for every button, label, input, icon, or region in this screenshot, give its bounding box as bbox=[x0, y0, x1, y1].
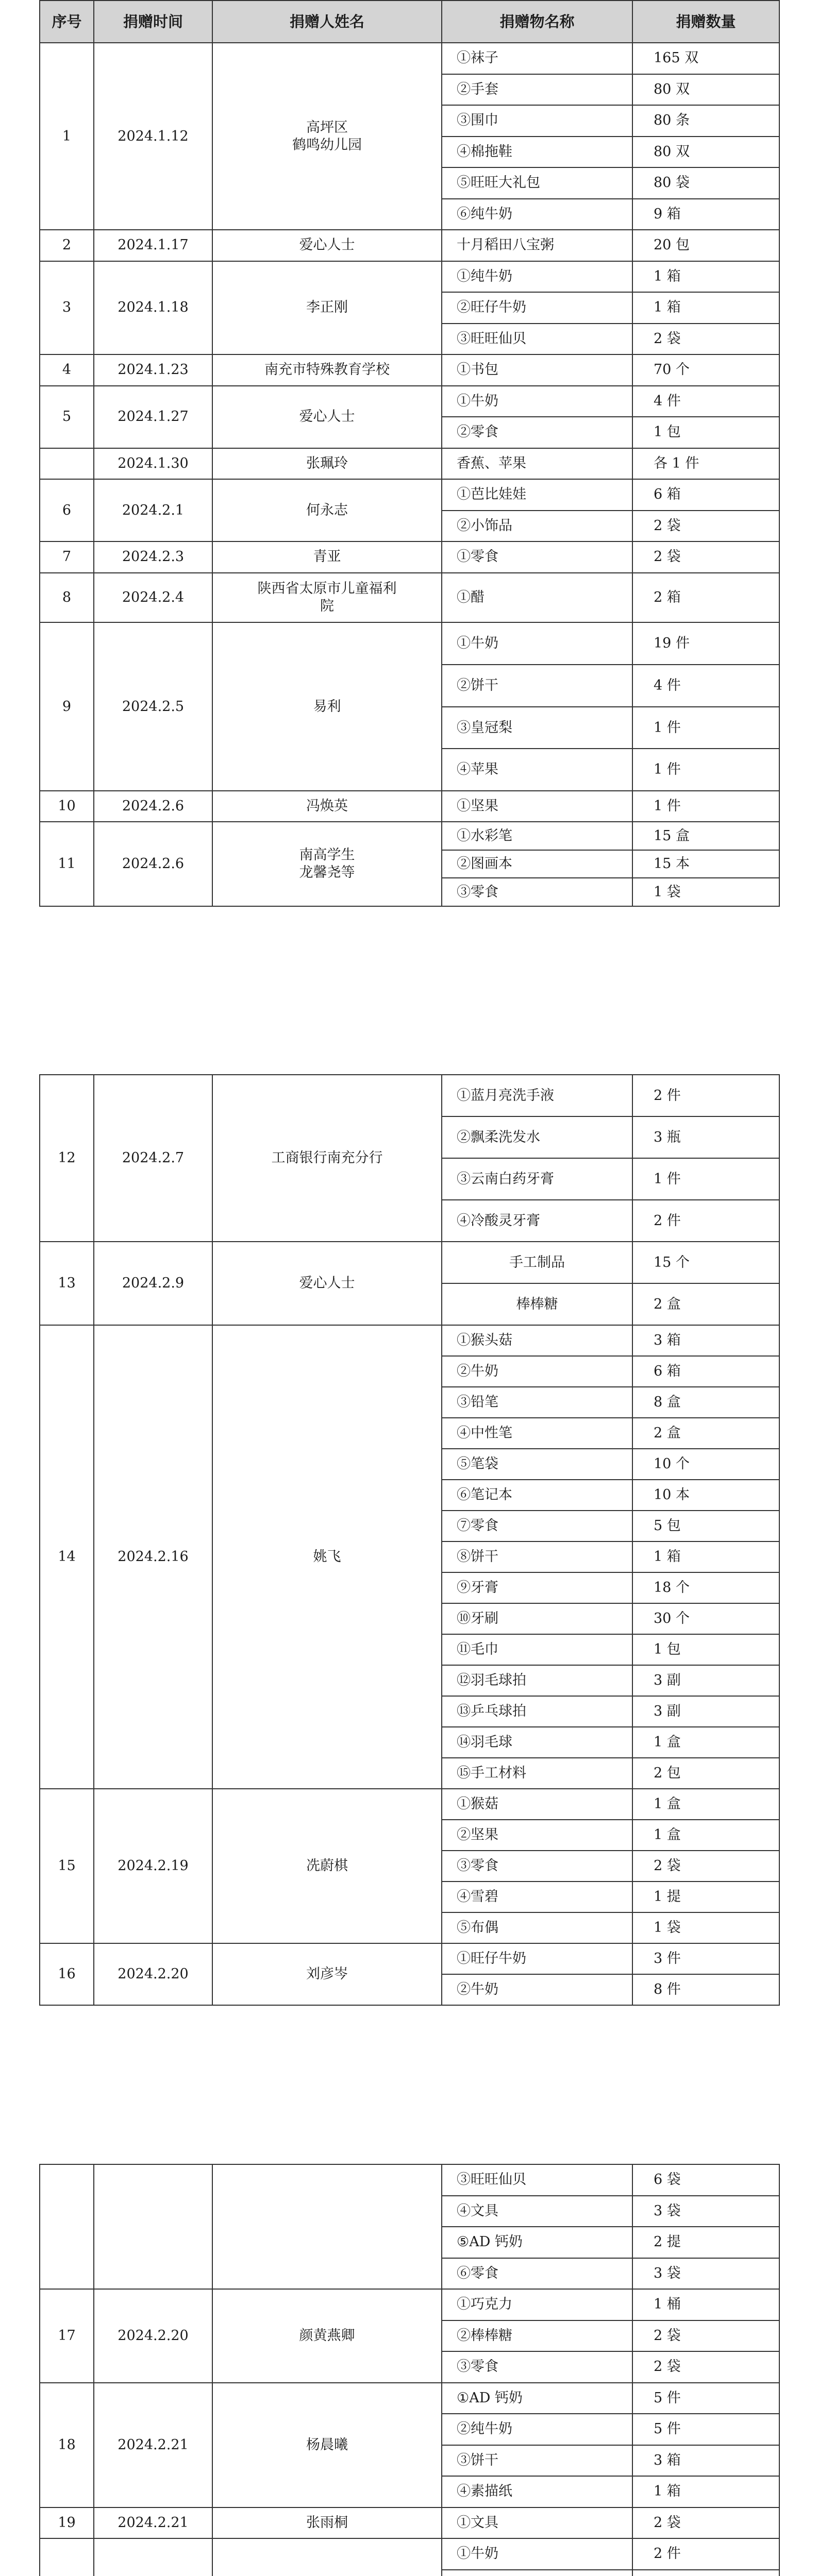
item-quantity-cell: 3 袋 bbox=[632, 2258, 779, 2290]
donation-date-cell: 2024.2.9 bbox=[94, 1242, 212, 1325]
donor-name-cell bbox=[212, 622, 442, 791]
table-row bbox=[40, 448, 779, 480]
donation-date-cell: 2024.1.27 bbox=[94, 386, 212, 448]
donation-date-cell bbox=[94, 2164, 212, 2289]
donation-date-cell: 2024.2.3 bbox=[94, 541, 212, 573]
table-row bbox=[40, 43, 779, 74]
item-quantity-cell: 1 包 bbox=[632, 417, 779, 448]
serial-number-cell bbox=[40, 2538, 94, 2576]
item-name-cell: ①醋 bbox=[442, 573, 632, 623]
donor-name-cell bbox=[212, 479, 442, 541]
donation-table bbox=[39, 2164, 780, 2576]
donor-name-cell bbox=[212, 1325, 442, 1789]
item-quantity-cell: 19 件 bbox=[632, 622, 779, 665]
donation-date-cell: 2024.2.20 bbox=[94, 2289, 212, 2383]
serial-number-cell: 10 bbox=[40, 791, 94, 822]
serial-number-cell: 18 bbox=[40, 2383, 94, 2507]
donation-table bbox=[39, 0, 780, 907]
donation-date-cell: 2024.2.19 bbox=[94, 1789, 212, 1943]
donor-name-cell bbox=[212, 541, 442, 573]
item-name-cell: ④苹果 bbox=[442, 749, 632, 791]
item-quantity-cell: 4 件 bbox=[632, 386, 779, 417]
item-name-cell: ③零食 bbox=[442, 2351, 632, 2383]
header-serial: 序号 bbox=[40, 1, 94, 43]
donor-name-line: 张雨桐 bbox=[306, 2514, 348, 2531]
item-name-cell: ②棒棒糖 bbox=[442, 2320, 632, 2352]
item-name-cell: ⑥零食 bbox=[442, 2258, 632, 2290]
item-name-cell: ⑬乒乓球拍 bbox=[442, 1696, 632, 1727]
item-quantity-cell: 2 盒 bbox=[632, 1283, 779, 1325]
donor-name-line: 刘彦岑 bbox=[306, 1966, 348, 1982]
table-row bbox=[40, 1789, 779, 1820]
table-row bbox=[40, 2383, 779, 2414]
donation-date-cell: 2024.2.16 bbox=[94, 1325, 212, 1789]
donation-date-cell: 2024.2.6 bbox=[94, 822, 212, 906]
document-page-2 bbox=[39, 1074, 779, 2006]
item-name-cell: ①牛奶 bbox=[442, 386, 632, 417]
item-quantity-cell: 80 双 bbox=[632, 137, 779, 168]
donor-name-cell bbox=[212, 2383, 442, 2507]
donor-name-line: 爱心人士 bbox=[299, 1275, 355, 1292]
item-quantity-cell: 3 箱 bbox=[632, 1325, 779, 1356]
donation-date-cell: 2024.2.7 bbox=[94, 1075, 212, 1242]
item-quantity-cell: 6 箱 bbox=[632, 1356, 779, 1387]
item-quantity-cell: 1 件 bbox=[632, 749, 779, 791]
donor-name-line: 姚飞 bbox=[313, 1549, 341, 1565]
donor-name-cell bbox=[212, 2289, 442, 2383]
item-quantity-cell: 1 件 bbox=[632, 1158, 779, 1200]
item-name-cell: ③皇冠梨 bbox=[442, 707, 632, 749]
item-quantity-cell: 2 袋 bbox=[632, 511, 779, 542]
serial-number-cell: 7 bbox=[40, 541, 94, 573]
donor-name-line: 青亚 bbox=[313, 549, 341, 565]
item-name-cell: ②饼干 bbox=[442, 665, 632, 707]
donor-name-cell bbox=[212, 1242, 442, 1325]
donor-name-line: 高坪区 bbox=[306, 119, 348, 135]
item-quantity-cell: 1 箱 bbox=[632, 2476, 779, 2507]
item-name-cell: ①文具 bbox=[442, 2507, 632, 2539]
serial-number-cell: 11 bbox=[40, 822, 94, 906]
serial-number-cell bbox=[40, 448, 94, 480]
serial-number-cell: 16 bbox=[40, 1943, 94, 2005]
table-row bbox=[40, 1242, 779, 1283]
item-name-cell: ①芭比娃娃 bbox=[442, 479, 632, 511]
item-name-cell: ②飘柔洗发水 bbox=[442, 1116, 632, 1158]
donor-name-cell bbox=[212, 1075, 442, 1242]
item-quantity-cell: 4 件 bbox=[632, 665, 779, 707]
item-name-cell: ⑪毛巾 bbox=[442, 1634, 632, 1665]
donor-name-cell bbox=[212, 261, 442, 355]
item-name-cell: ④中性笔 bbox=[442, 1418, 632, 1449]
donation-date-cell: 2024.2.20 bbox=[94, 1943, 212, 2005]
item-quantity-cell: 1 件 bbox=[632, 707, 779, 749]
donor-name-cell bbox=[212, 2538, 442, 2576]
donation-date-cell: 2024.2.5 bbox=[94, 622, 212, 791]
serial-number-cell: 5 bbox=[40, 386, 94, 448]
table-row bbox=[40, 541, 779, 573]
serial-number-cell: 17 bbox=[40, 2289, 94, 2383]
donor-name-line: 工商银行南充分行 bbox=[271, 1150, 383, 1166]
item-quantity-cell: 10 本 bbox=[632, 1480, 779, 1511]
item-quantity-cell: 2 件 bbox=[632, 2538, 779, 2570]
donor-name-line: 爱心人士 bbox=[299, 409, 355, 425]
item-name-cell: ⑥笔记本 bbox=[442, 1480, 632, 1511]
donor-name-cell bbox=[212, 573, 442, 623]
item-quantity-cell: 80 条 bbox=[632, 105, 779, 137]
item-quantity-cell: 10 个 bbox=[632, 1449, 779, 1480]
item-name-cell: ③云南白药牙膏 bbox=[442, 1158, 632, 1200]
table-row bbox=[40, 2538, 779, 2570]
item-name-cell: ⑦零食 bbox=[442, 1511, 632, 1541]
item-name-cell: ②小饰品 bbox=[442, 511, 632, 542]
item-name-cell: ①坚果 bbox=[442, 791, 632, 822]
table-row bbox=[40, 2164, 779, 2196]
donor-name-cell bbox=[212, 1943, 442, 2005]
item-name-cell: ②手套 bbox=[442, 74, 632, 106]
donor-name-line: 张珮玲 bbox=[306, 455, 348, 471]
item-name-cell: ①书包 bbox=[442, 354, 632, 386]
item-name-cell: ③零食 bbox=[442, 878, 632, 906]
item-name-cell bbox=[442, 2570, 632, 2576]
item-quantity-cell: 各 1 件 bbox=[632, 448, 779, 480]
donor-name-line: 杨晨曦 bbox=[306, 2436, 348, 2453]
donation-date-cell: 2024.1.17 bbox=[94, 230, 212, 261]
item-quantity-cell: 30 个 bbox=[632, 1603, 779, 1634]
item-name-cell: ②旺仔牛奶 bbox=[442, 292, 632, 324]
donor-name-cell bbox=[212, 2164, 442, 2289]
item-quantity-cell: 1 包 bbox=[632, 1634, 779, 1665]
item-quantity-cell: 3 副 bbox=[632, 1665, 779, 1696]
item-quantity-cell: 1 箱 bbox=[632, 261, 779, 293]
item-name-cell: ③旺旺仙贝 bbox=[442, 324, 632, 355]
donor-name-cell bbox=[212, 1789, 442, 1943]
serial-number-cell bbox=[40, 2164, 94, 2289]
serial-number-cell: 1 bbox=[40, 43, 94, 230]
header-date: 捐赠时间 bbox=[94, 1, 212, 43]
item-name-cell: ①纯牛奶 bbox=[442, 261, 632, 293]
item-quantity-cell: 2 袋 bbox=[632, 324, 779, 355]
item-quantity-cell: 2 袋 bbox=[632, 1851, 779, 1882]
item-quantity-cell: 1 袋 bbox=[632, 878, 779, 906]
header-donor: 捐赠人姓名 bbox=[212, 1, 442, 43]
item-name-cell: ③饼干 bbox=[442, 2445, 632, 2477]
donation-date-cell: 2024.2.1 bbox=[94, 479, 212, 541]
item-name-cell: ①零食 bbox=[442, 541, 632, 573]
donor-name-cell bbox=[212, 354, 442, 386]
donor-name-cell bbox=[212, 2507, 442, 2539]
item-name-cell: ⑮手工材料 bbox=[442, 1758, 632, 1789]
item-name-cell: ②零食 bbox=[442, 417, 632, 448]
donor-name-line: 李正刚 bbox=[306, 299, 348, 316]
donor-name-line: 南充市特殊教育学校 bbox=[264, 362, 390, 378]
donor-name-cell bbox=[212, 448, 442, 480]
serial-number-cell: 3 bbox=[40, 261, 94, 355]
item-quantity-cell: 6 箱 bbox=[632, 479, 779, 511]
item-quantity-cell: 3 副 bbox=[632, 1696, 779, 1727]
donor-name-line: 陕西省太原市儿童福利 bbox=[257, 581, 397, 597]
item-name-cell: ④棉拖鞋 bbox=[442, 137, 632, 168]
item-name-cell: ①牛奶 bbox=[442, 622, 632, 665]
item-name-cell: ①旺仔牛奶 bbox=[442, 1943, 632, 1974]
header-item: 捐赠物名称 bbox=[442, 1, 632, 43]
item-quantity-cell: 2 袋 bbox=[632, 2507, 779, 2539]
serial-number-cell: 14 bbox=[40, 1325, 94, 1789]
item-quantity-cell: 20 包 bbox=[632, 230, 779, 261]
item-name-cell: ④素描纸 bbox=[442, 2476, 632, 2507]
donor-name-cell bbox=[212, 43, 442, 230]
item-name-cell: ①猴菇 bbox=[442, 1789, 632, 1820]
item-quantity-cell: 80 双 bbox=[632, 74, 779, 106]
serial-number-cell: 19 bbox=[40, 2507, 94, 2539]
item-name-cell: ⑤布偶 bbox=[442, 1912, 632, 1943]
item-quantity-cell: 5 件 bbox=[632, 2414, 779, 2445]
item-quantity-cell bbox=[632, 2570, 779, 2576]
donation-date-cell bbox=[94, 2538, 212, 2576]
item-quantity-cell: 2 箱 bbox=[632, 573, 779, 623]
table-row bbox=[40, 573, 779, 623]
header-quantity: 捐赠数量 bbox=[632, 1, 779, 43]
item-quantity-cell: 2 件 bbox=[632, 1075, 779, 1116]
item-name-cell: ②坚果 bbox=[442, 1820, 632, 1851]
document-page-1 bbox=[39, 0, 779, 907]
item-name-cell: ①AD 钙奶 bbox=[442, 2383, 632, 2414]
donation-date-cell: 2024.1.18 bbox=[94, 261, 212, 355]
table-row bbox=[40, 479, 779, 511]
item-name-cell: ⑨牙膏 bbox=[442, 1572, 632, 1603]
serial-number-cell: 8 bbox=[40, 573, 94, 623]
item-quantity-cell: 1 箱 bbox=[632, 292, 779, 324]
item-name-cell: 香蕉、苹果 bbox=[442, 448, 632, 480]
item-quantity-cell: 2 件 bbox=[632, 1200, 779, 1242]
item-name-cell: ⑤AD 钙奶 bbox=[442, 2227, 632, 2258]
serial-number-cell: 6 bbox=[40, 479, 94, 541]
item-name-cell: ①蓝月亮洗手液 bbox=[442, 1075, 632, 1116]
table-header-row bbox=[40, 1, 779, 43]
donation-date-cell: 2024.2.21 bbox=[94, 2383, 212, 2507]
item-name-cell: ⑤笔袋 bbox=[442, 1449, 632, 1480]
item-name-cell: 手工制品 bbox=[442, 1242, 632, 1283]
donor-name-line: 何永志 bbox=[306, 502, 348, 518]
item-name-cell: ①猴头菇 bbox=[442, 1325, 632, 1356]
item-name-cell: ⑫羽毛球拍 bbox=[442, 1665, 632, 1696]
item-quantity-cell: 2 袋 bbox=[632, 2320, 779, 2352]
donor-name-line: 院 bbox=[320, 598, 334, 614]
serial-number-cell: 4 bbox=[40, 354, 94, 386]
item-name-cell: ①袜子 bbox=[442, 43, 632, 74]
donor-name-cell bbox=[212, 230, 442, 261]
donation-date-cell: 2024.1.12 bbox=[94, 43, 212, 230]
donor-name-cell bbox=[212, 822, 442, 906]
table-row bbox=[40, 1943, 779, 1974]
table-row bbox=[40, 791, 779, 822]
donor-name-line: 易利 bbox=[313, 698, 341, 715]
item-name-cell: ⑩牙刷 bbox=[442, 1603, 632, 1634]
item-quantity-cell: 8 盒 bbox=[632, 1387, 779, 1418]
item-quantity-cell: 5 件 bbox=[632, 2383, 779, 2414]
item-quantity-cell: 165 双 bbox=[632, 43, 779, 74]
item-quantity-cell: 1 提 bbox=[632, 1882, 779, 1912]
item-quantity-cell: 6 袋 bbox=[632, 2164, 779, 2196]
item-quantity-cell: 3 箱 bbox=[632, 2445, 779, 2477]
donor-name-line: 爱心人士 bbox=[299, 237, 355, 253]
item-name-cell: ④文具 bbox=[442, 2196, 632, 2227]
serial-number-cell: 12 bbox=[40, 1075, 94, 1242]
item-quantity-cell: 1 盒 bbox=[632, 1820, 779, 1851]
donor-name-line: 冼蔚棋 bbox=[306, 1858, 348, 1874]
item-quantity-cell: 9 箱 bbox=[632, 199, 779, 230]
item-name-cell: ③铅笔 bbox=[442, 1387, 632, 1418]
item-quantity-cell: 3 瓶 bbox=[632, 1116, 779, 1158]
table-row bbox=[40, 622, 779, 665]
table-row bbox=[40, 2289, 779, 2320]
item-quantity-cell: 3 件 bbox=[632, 1943, 779, 1974]
donor-name-line: 龙馨尧等 bbox=[299, 865, 355, 881]
item-name-cell: ①巧克力 bbox=[442, 2289, 632, 2320]
item-name-cell: ③旺旺仙贝 bbox=[442, 2164, 632, 2196]
item-quantity-cell: 2 袋 bbox=[632, 2351, 779, 2383]
serial-number-cell: 15 bbox=[40, 1789, 94, 1943]
donor-name-cell bbox=[212, 791, 442, 822]
donor-name-line: 颜黄燕卿 bbox=[299, 2327, 355, 2344]
item-name-cell: ⑭羽毛球 bbox=[442, 1727, 632, 1758]
item-quantity-cell: 1 盒 bbox=[632, 1727, 779, 1758]
donor-name-line: 南高学生 bbox=[299, 847, 355, 863]
donation-date-cell: 2024.1.30 bbox=[94, 448, 212, 480]
donor-name-cell bbox=[212, 386, 442, 448]
item-name-cell: ④冷酸灵牙膏 bbox=[442, 1200, 632, 1242]
serial-number-cell: 13 bbox=[40, 1242, 94, 1325]
serial-number-cell: 2 bbox=[40, 230, 94, 261]
item-quantity-cell: 15 盒 bbox=[632, 822, 779, 850]
table-row bbox=[40, 354, 779, 386]
item-name-cell: ②牛奶 bbox=[442, 1974, 632, 2005]
item-name-cell: ⑤旺旺大礼包 bbox=[442, 167, 632, 199]
table-row bbox=[40, 822, 779, 850]
donation-date-cell: 2024.2.21 bbox=[94, 2507, 212, 2539]
item-quantity-cell: 15 个 bbox=[632, 1242, 779, 1283]
item-quantity-cell: 8 件 bbox=[632, 1974, 779, 2005]
item-quantity-cell: 1 箱 bbox=[632, 1541, 779, 1572]
item-name-cell: ①牛奶 bbox=[442, 2538, 632, 2570]
item-name-cell: ④雪碧 bbox=[442, 1882, 632, 1912]
item-quantity-cell: 3 袋 bbox=[632, 2196, 779, 2227]
item-name-cell: ②纯牛奶 bbox=[442, 2414, 632, 2445]
donor-name-line: 鹤鸣幼儿园 bbox=[292, 137, 362, 153]
item-quantity-cell: 2 提 bbox=[632, 2227, 779, 2258]
donation-table bbox=[39, 1074, 780, 2006]
item-quantity-cell: 15 本 bbox=[632, 850, 779, 878]
table-row bbox=[40, 1075, 779, 1116]
item-name-cell: ③围巾 bbox=[442, 105, 632, 137]
item-name-cell: ③零食 bbox=[442, 1851, 632, 1882]
serial-number-cell: 9 bbox=[40, 622, 94, 791]
table-row bbox=[40, 230, 779, 261]
table-row bbox=[40, 261, 779, 293]
item-quantity-cell: 18 个 bbox=[632, 1572, 779, 1603]
item-quantity-cell: 1 桶 bbox=[632, 2289, 779, 2320]
item-name-cell: 十月稻田八宝粥 bbox=[442, 230, 632, 261]
item-name-cell: ⑥纯牛奶 bbox=[442, 199, 632, 230]
donor-name-line: 冯焕英 bbox=[306, 798, 348, 815]
item-quantity-cell: 2 包 bbox=[632, 1758, 779, 1789]
item-quantity-cell: 2 袋 bbox=[632, 541, 779, 573]
item-quantity-cell: 2 盒 bbox=[632, 1418, 779, 1449]
item-name-cell: ⑧饼干 bbox=[442, 1541, 632, 1572]
table-row bbox=[40, 2507, 779, 2539]
donation-date-cell: 2024.2.4 bbox=[94, 573, 212, 623]
item-quantity-cell: 1 盒 bbox=[632, 1789, 779, 1820]
table-row bbox=[40, 386, 779, 417]
item-quantity-cell: 80 袋 bbox=[632, 167, 779, 199]
item-name-cell: 棒棒糖 bbox=[442, 1283, 632, 1325]
item-quantity-cell: 5 包 bbox=[632, 1511, 779, 1541]
item-quantity-cell: 70 个 bbox=[632, 354, 779, 386]
table-row bbox=[40, 1325, 779, 1356]
item-name-cell: ②图画本 bbox=[442, 850, 632, 878]
item-quantity-cell: 1 件 bbox=[632, 791, 779, 822]
item-name-cell: ①水彩笔 bbox=[442, 822, 632, 850]
document-page-3 bbox=[39, 2164, 779, 2576]
item-quantity-cell: 1 袋 bbox=[632, 1912, 779, 1943]
item-name-cell: ②牛奶 bbox=[442, 1356, 632, 1387]
donation-date-cell: 2024.1.23 bbox=[94, 354, 212, 386]
donation-date-cell: 2024.2.6 bbox=[94, 791, 212, 822]
